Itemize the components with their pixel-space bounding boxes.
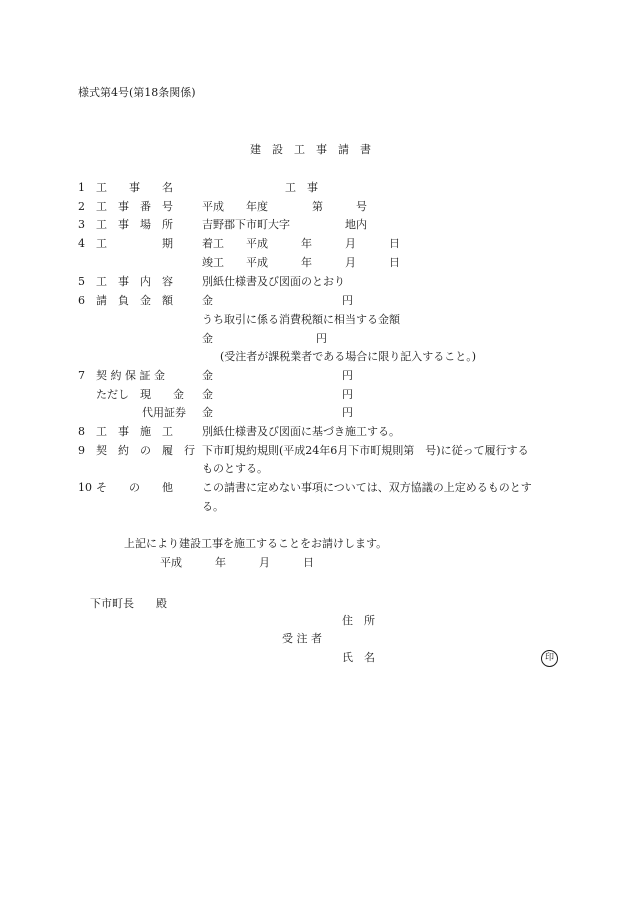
amount-yen: 円 bbox=[342, 406, 353, 419]
item-label: 請 負 金 額 bbox=[96, 294, 173, 307]
amount-prefix: 金 bbox=[202, 294, 213, 307]
item-number: 7 bbox=[78, 369, 85, 382]
item-value: 着工 平成 年 月 日 bbox=[202, 237, 400, 250]
item-value: この請書に定めない事項については、双方協議の上定めるものとす bbox=[202, 481, 532, 494]
item-value: ものとする。 bbox=[202, 462, 268, 475]
item-number: 2 bbox=[78, 200, 85, 213]
amount-prefix: 金 bbox=[202, 369, 213, 382]
seal-mark: 印 bbox=[541, 650, 558, 667]
item-number: 6 bbox=[78, 294, 85, 307]
item-value: 別紙仕様書及び図面のとおり bbox=[202, 275, 345, 288]
amount-prefix: 金 bbox=[202, 332, 213, 345]
amount-yen: 円 bbox=[342, 369, 353, 382]
addressee: 下市町長 殿 bbox=[90, 597, 167, 610]
item-number: 1 bbox=[78, 181, 85, 194]
item-label: 契 約 保 証 金 bbox=[96, 369, 165, 382]
item-value: 下市町規約規則(平成24年6月下市町規則第 号)に従って履行する bbox=[202, 444, 529, 457]
item-label: 工 事 場 所 bbox=[96, 218, 173, 231]
item-label: そ の 他 bbox=[96, 481, 173, 494]
item-value: 工 事 bbox=[285, 181, 318, 194]
item-value: 別紙仕様書及び図面に基づき施工する。 bbox=[202, 425, 400, 438]
item-label: 工 事 内 容 bbox=[96, 275, 173, 288]
amount-yen: 円 bbox=[342, 294, 353, 307]
item-value: る。 bbox=[202, 500, 224, 513]
item-value: 竣工 平成 年 月 日 bbox=[202, 256, 400, 269]
amount-prefix: 金 bbox=[202, 388, 213, 401]
item-label: 工 事 名 bbox=[96, 181, 173, 194]
item-value: 平成 年度 第 号 bbox=[202, 200, 367, 213]
item-label: 工 事 施 工 bbox=[96, 425, 173, 438]
item-number: 9 bbox=[78, 444, 85, 457]
form-number: 様式第4号(第18条関係) bbox=[78, 86, 196, 99]
item-value: うち取引に係る消費税額に相当する金額 bbox=[202, 313, 400, 326]
tax-note: (受注者が課税業者である場合に限り記入すること。) bbox=[220, 350, 477, 363]
item-label: 代用証券 bbox=[142, 406, 186, 419]
amount-yen: 円 bbox=[316, 332, 327, 345]
item-number: 4 bbox=[78, 237, 85, 250]
closing-date: 平成 年 月 日 bbox=[160, 556, 314, 569]
item-number: 10 bbox=[78, 481, 92, 494]
item-label: 契 約 の 履 行 bbox=[96, 444, 195, 457]
item-value: 吉野郡下市町大字 地内 bbox=[202, 218, 367, 231]
name-label: 氏 名 bbox=[342, 651, 375, 664]
document-title: 建 設 工 事 請 書 bbox=[250, 143, 371, 156]
contractor-role: 受 注 者 bbox=[282, 632, 322, 645]
item-label: 工 期 bbox=[96, 237, 173, 250]
item-number: 3 bbox=[78, 218, 85, 231]
closing-statement: 上記により建設工事を施工することをお請けします。 bbox=[124, 537, 388, 550]
amount-yen: 円 bbox=[342, 388, 353, 401]
item-label: ただし 現 金 bbox=[96, 388, 184, 401]
item-number: 5 bbox=[78, 275, 85, 288]
item-number: 8 bbox=[78, 425, 85, 438]
amount-prefix: 金 bbox=[202, 406, 213, 419]
address-label: 住 所 bbox=[342, 614, 375, 627]
item-label: 工 事 番 号 bbox=[96, 200, 173, 213]
